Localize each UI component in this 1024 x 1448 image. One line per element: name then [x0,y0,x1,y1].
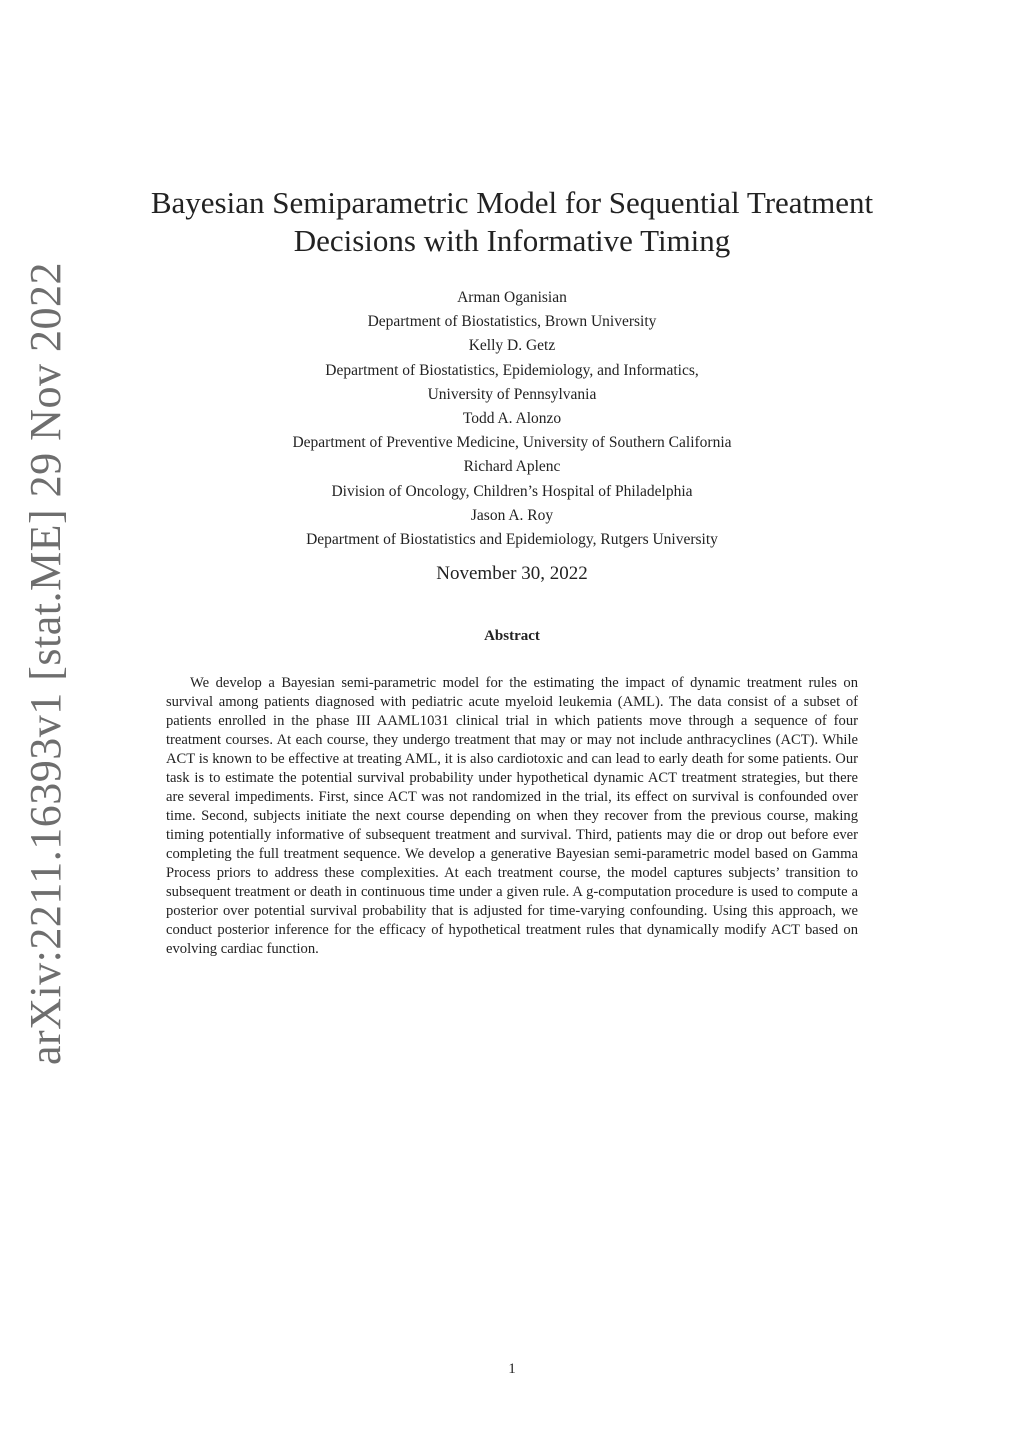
author-affiliation: Department of Biostatistics, Epidemiology, and Informatics, [325,361,699,379]
author-name: Arman Oganisian [457,289,567,306]
author-affiliation: University of Pennsylvania [427,385,597,403]
author-affiliation: Department of Preventive Medicine, University of Southern California [292,434,732,452]
abstract-text: We develop a Bayesian semi-parametric model for the estimating the impact of dynamic treatment rules on survival among patients diagnosed with pediatric acute myeloid leukemia (AML). The data consist of a subset of patients enrolled in the phase III AAML1031 clinical trial in which patients move through a sequence of four treatment courses. At each course, they undergo treatment that may or may not include anthracyclines (ACT). While ACT is known to be effective at treating AML, it is also cardiotoxic and can lead to early death for some patients. Our task is to estimate the potential survival probability under hypothetical dynamic ACT treatment strategies, but there are several impediments. First, since ACT was not randomized in the trial, its effect on survival is confounded over time. Second, subjects initiate the next course depending on when they recover from the previous course, making timing potentially informative of subsequent treatment and survival. Third, patients may die or drop out before ever completing the full treatment sequence. We develop a generative Bayesian semi-parametric model based on Gamma Process priors to address these complexities. At each treatment course, the model captures subjects’ transition to subsequent treatment or death in continuous time under a given rule. A g-computation procedure is used to compute a posterior over potential survival probability that is adjusted for time-varying confounding. Using this approach, we conduct posterior inference for the efficacy of hypothetical treatment rules that dynamically modify ACT based on evolving cardiac function. [166,675,858,957]
author-block [162,286,862,552]
author-affiliation: Department of Biostatistics and Epidemiology, Rutgers University [306,531,718,549]
abstract-heading: Abstract [484,628,540,644]
author-name: Jason A. Roy [470,506,554,524]
publication-date: November 30, 2022 [436,563,588,584]
author-name: Kelly D. Getz [468,337,556,355]
paper-title: Bayesian Semiparametric Model for Sequential Treatment Decisions with Informative Timing [150,185,874,258]
page-number: 1 [508,1361,516,1377]
author-name: Todd A. Alonzo [462,410,562,428]
arxiv-identifier: arXiv:2211.16393v1 [stat.ME] 29 Nov 2022 [21,262,70,1065]
author-affiliation: Department of Biostatistics, Brown University [367,313,657,331]
author-affiliation: Division of Oncology, Children’s Hospital of Philadelphia [331,482,693,500]
author-name: Richard Aplenc [463,458,561,476]
